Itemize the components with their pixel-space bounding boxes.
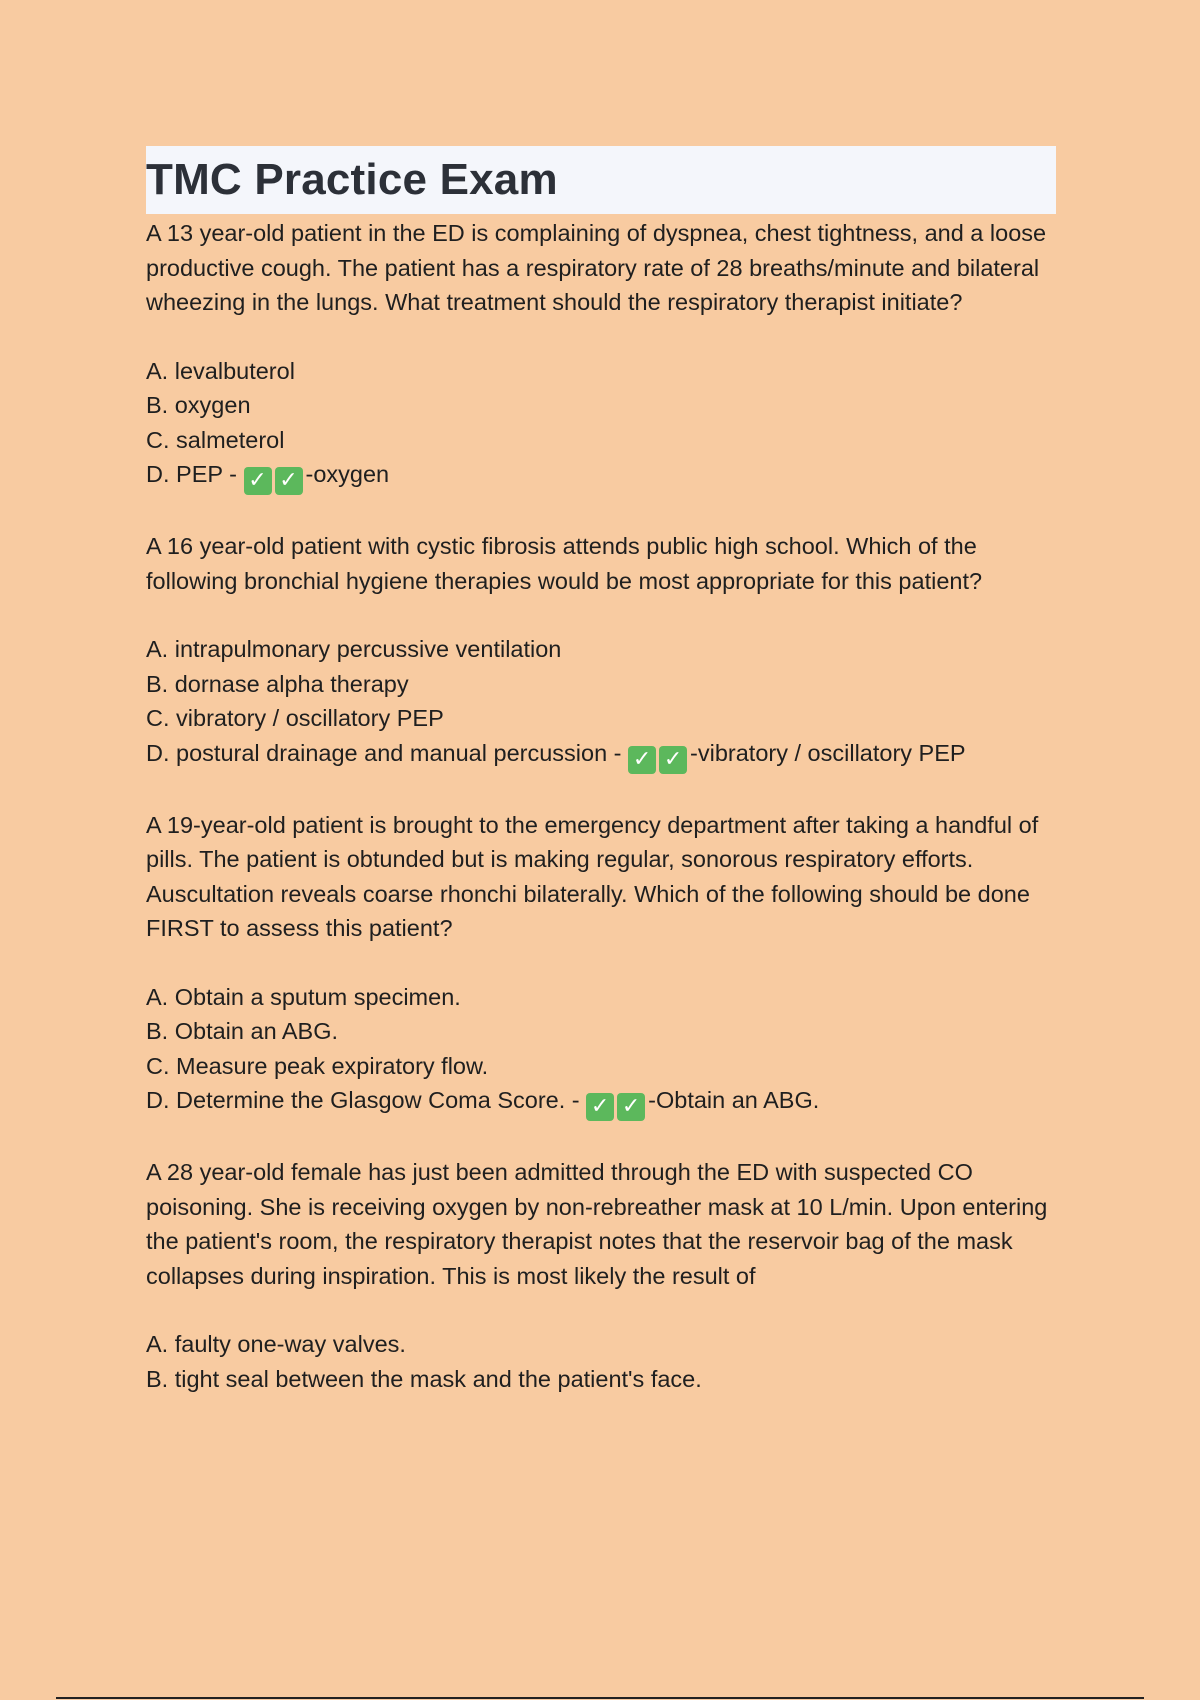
document-title: TMC Practice Exam xyxy=(146,155,558,204)
question-3 xyxy=(146,808,1056,1122)
option-b: B. oxygen xyxy=(146,392,251,418)
check-mark-icon: ✓ xyxy=(244,467,272,495)
answer-text: -Obtain an ABG. xyxy=(648,1087,820,1113)
option-b: B. Obtain an ABG. xyxy=(146,1018,339,1044)
answer-text: -oxygen xyxy=(305,461,390,487)
check-mark-icon: ✓ xyxy=(659,746,687,774)
option-d: D. Determine the Glasgow Coma Score. - xyxy=(146,1087,587,1113)
option-a: A. faulty one-way valves. xyxy=(146,1331,406,1357)
question-text: A 28 year-old female has just been admitted through the ED with suspected CO poisoning. She is receiving oxygen by non-rebreather mask at 10 L/min. Upon entering the patient's room, the respiratory therapist notes that the reservoir bag of the mask collapses during inspiration. This is most likely the result of xyxy=(146,1159,1048,1289)
check-mark-icon: ✓ xyxy=(586,1093,614,1121)
option-d-with-answer xyxy=(146,1083,1056,1121)
question-text: A 16 year-old patient with cystic fibrosis attends public high school. Which of the following bronchial hygiene therapies would be most appropriate for this patient? xyxy=(146,533,983,594)
option-d: D. postural drainage and manual percussion - xyxy=(146,739,629,766)
option-d-with-answer xyxy=(146,457,1056,495)
document-page xyxy=(146,146,1056,1396)
check-mark-icon: ✓ xyxy=(275,467,303,495)
answer-options xyxy=(146,632,1056,774)
option-c: C. vibratory / oscillatory PEP xyxy=(146,705,444,731)
page-bottom-rule xyxy=(56,1697,1144,1699)
answer-options xyxy=(146,980,1056,1122)
title-bar xyxy=(146,146,1056,214)
option-a: A. levalbuterol xyxy=(146,357,295,384)
option-d: D. PEP - xyxy=(146,461,244,487)
answer-text: -vibratory / oscillatory PEP xyxy=(690,739,966,766)
option-c: C. salmeterol xyxy=(146,426,285,453)
option-d-with-answer xyxy=(146,736,1056,774)
answer-options xyxy=(146,354,1056,496)
option-a: A. Obtain a sputum specimen. xyxy=(146,983,461,1010)
question-text: A 13 year-old patient in the ED is complaining of dyspnea, chest tightness, and a loose productive cough. The patient has a respiratory rate of 28 breaths/minute and bilateral wheezing in the lungs. What treatment should the respiratory therapist initiate? xyxy=(146,220,1047,315)
check-mark-icon: ✓ xyxy=(628,746,656,774)
option-b: B. dornase alpha therapy xyxy=(146,670,409,697)
question-4 xyxy=(146,1155,1056,1396)
question-text: A 19-year-old patient is brought to the emergency department after taking a handful of pills. The patient is obtunded but is making regular, sonorous respiratory efforts. Auscultation reveals coarse rhonchi bilaterally. Which of the following should be done FIRST to assess this patient? xyxy=(146,811,1039,941)
question-2 xyxy=(146,529,1056,774)
option-c: C. Measure peak expiratory flow. xyxy=(146,1052,489,1079)
option-b: B. tight seal between the mask and the patient's face. xyxy=(146,1365,702,1392)
answer-options xyxy=(146,1327,1056,1396)
check-mark-icon: ✓ xyxy=(617,1093,645,1121)
question-1 xyxy=(146,216,1056,495)
option-a: A. intrapulmonary percussive ventilation xyxy=(146,636,562,662)
